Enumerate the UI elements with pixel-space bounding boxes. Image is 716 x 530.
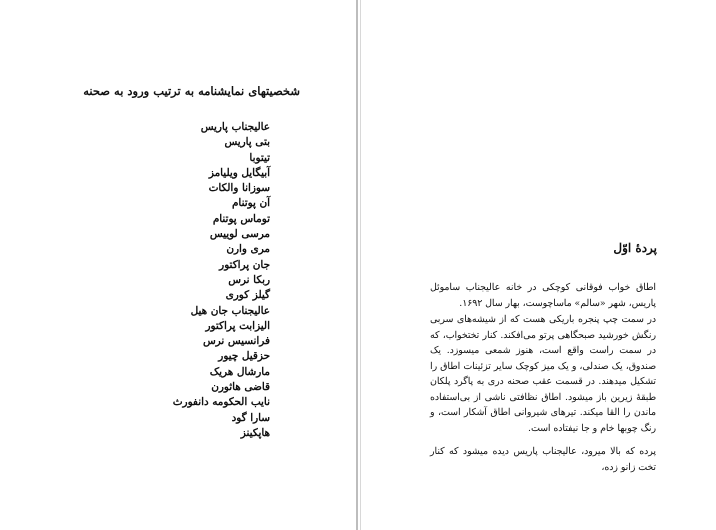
cast-item: قاضی هاثورن (211, 381, 270, 394)
cast-page (0, 0, 356, 530)
cast-item: ربکا نرس (228, 273, 270, 286)
cast-item: الیزابت پراکتور (205, 319, 270, 332)
cast-item: بتی پاریس (224, 136, 270, 149)
cast-item: گیلز کوری (225, 289, 270, 302)
cast-item: فرانسیس نرس (202, 335, 270, 348)
cast-item: مارشال هریک (209, 365, 270, 378)
cast-item: مرسی لوییس (209, 228, 270, 241)
cast-item: آبیگایل ویلیامز (208, 166, 270, 179)
cast-item: سارا گود (231, 411, 270, 424)
cast-list (173, 120, 270, 441)
page-gutter-shadow (360, 0, 361, 530)
stage-paragraph: در سمت چپ پنجره باریکی هست که از شیشه‌های سربی رنگش خورشید صبحگاهی پرتو می‌افکند. کنار تختخواب، که در سمت راست واقع است، هنوز شمعی میسوزد. یک صندوق، یک صندلی، و یک میز کوچک سایر تزئینات اطاق را تشکیل میدهند. در قسمت عقب صحنه دری به پاگرد پلکان طبقهٔ زیرین باز میشود. اطاق نظافتی ناشی از بی‌استفاده ماندن را القا میکند. تیرهای شیروانی اطاق آشکار است، و رنگ چوبها خام و جا نیفتاده است. (430, 314, 656, 434)
cast-item: عالیجناب پاریس (200, 121, 270, 133)
stage-paragraph: پرده که بالا میرود، عالیجناب پاریس دیده میشود که کنار تخت زانو زده، (430, 446, 656, 473)
cast-item: آن پوتنام (231, 197, 270, 210)
cast-item: هاپکینز (240, 426, 270, 439)
cast-item: توماس پوتنام (212, 212, 270, 225)
cast-item: مری وارن (226, 243, 270, 256)
cast-heading: شخصیتهای نمایشنامه به ترتیب ورود به صحنه (83, 84, 300, 98)
act-one-page (362, 0, 716, 530)
stage-paragraph: اطاق خواب فوقانی کوچکی در خانه عالیجناب ساموئل پاریس، شهر «سالم» ماساچوست، بهار سال ۱۶۹۲. (430, 282, 656, 309)
page-gutter (356, 0, 358, 530)
act-title: پردهٔ اوّل (613, 241, 657, 255)
stage-directions (430, 280, 656, 483)
cast-item: نایب الحکومه دانفورث (172, 396, 270, 409)
cast-item: عالیجناب جان هیل (190, 304, 270, 317)
cast-item: جان پراکتور (219, 258, 270, 271)
cast-item: تیتوبا (249, 151, 270, 164)
cast-item: سوزانا والکات (208, 182, 270, 195)
cast-item: حزقیل چیور (218, 350, 270, 363)
